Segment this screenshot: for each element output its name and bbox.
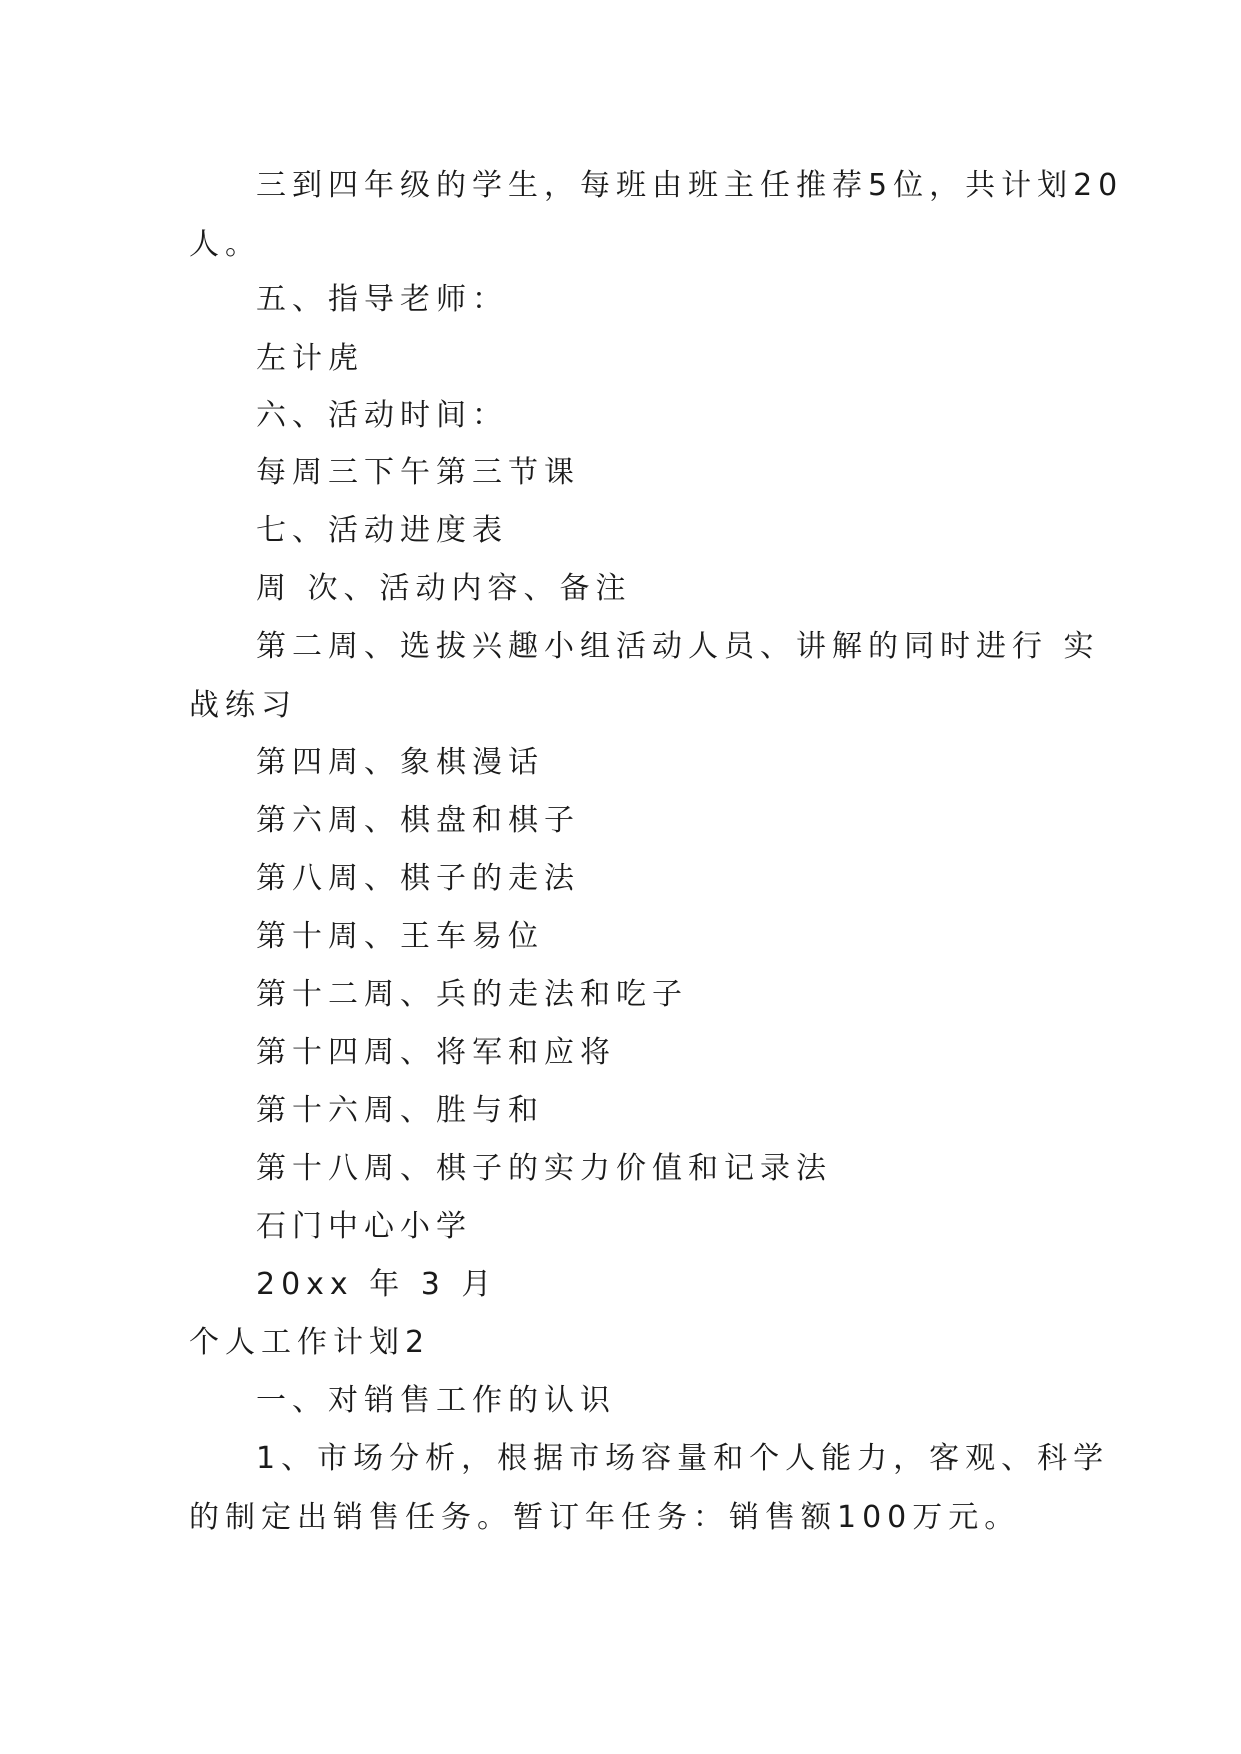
schedule-item: 第八周、棋子的走法 [256, 861, 580, 896]
schedule-item: 第十六周、胜与和 [256, 1093, 544, 1128]
schedule-item: 第二周、选拔兴趣小组活动人员、讲解的同时进行 实 [256, 629, 1100, 664]
schedule-item: 第四周、象棋漫话 [256, 745, 544, 780]
school-name: 石门中心小学 [256, 1209, 472, 1244]
paragraph-line: 三到四年级的学生，每班由班主任推荐5位，共计划20 [256, 168, 1124, 203]
section-heading: 七、活动进度表 [256, 513, 508, 548]
schedule-item: 第六周、棋盘和棋子 [256, 803, 580, 838]
document-title: 个人工作计划2 [189, 1325, 431, 1360]
schedule-item: 第十周、王车易位 [256, 919, 544, 954]
paragraph-line: 1、市场分析，根据市场容量和个人能力，客观、科学 [256, 1441, 1110, 1476]
paragraph-line: 的制定出销售任务。暂订年任务：销售额100万元。 [189, 1500, 1021, 1535]
paragraph-line: 人。 [189, 227, 261, 262]
section-heading: 一、对销售工作的认识 [256, 1383, 616, 1418]
paragraph-line: 左计虎 [256, 341, 364, 376]
schedule-item-continuation: 战练习 [189, 688, 297, 723]
document-date: 20xx 年 3 月 [256, 1267, 498, 1302]
section-heading: 六、活动时间： [256, 398, 508, 433]
schedule-header: 周 次、活动内容、备注 [256, 571, 632, 606]
schedule-item: 第十八周、棋子的实力价值和记录法 [256, 1151, 832, 1186]
schedule-item: 第十二周、兵的走法和吃子 [256, 977, 688, 1012]
paragraph-line: 每周三下午第三节课 [256, 455, 580, 490]
schedule-item: 第十四周、将军和应将 [256, 1035, 616, 1070]
section-heading: 五、指导老师： [256, 282, 508, 317]
